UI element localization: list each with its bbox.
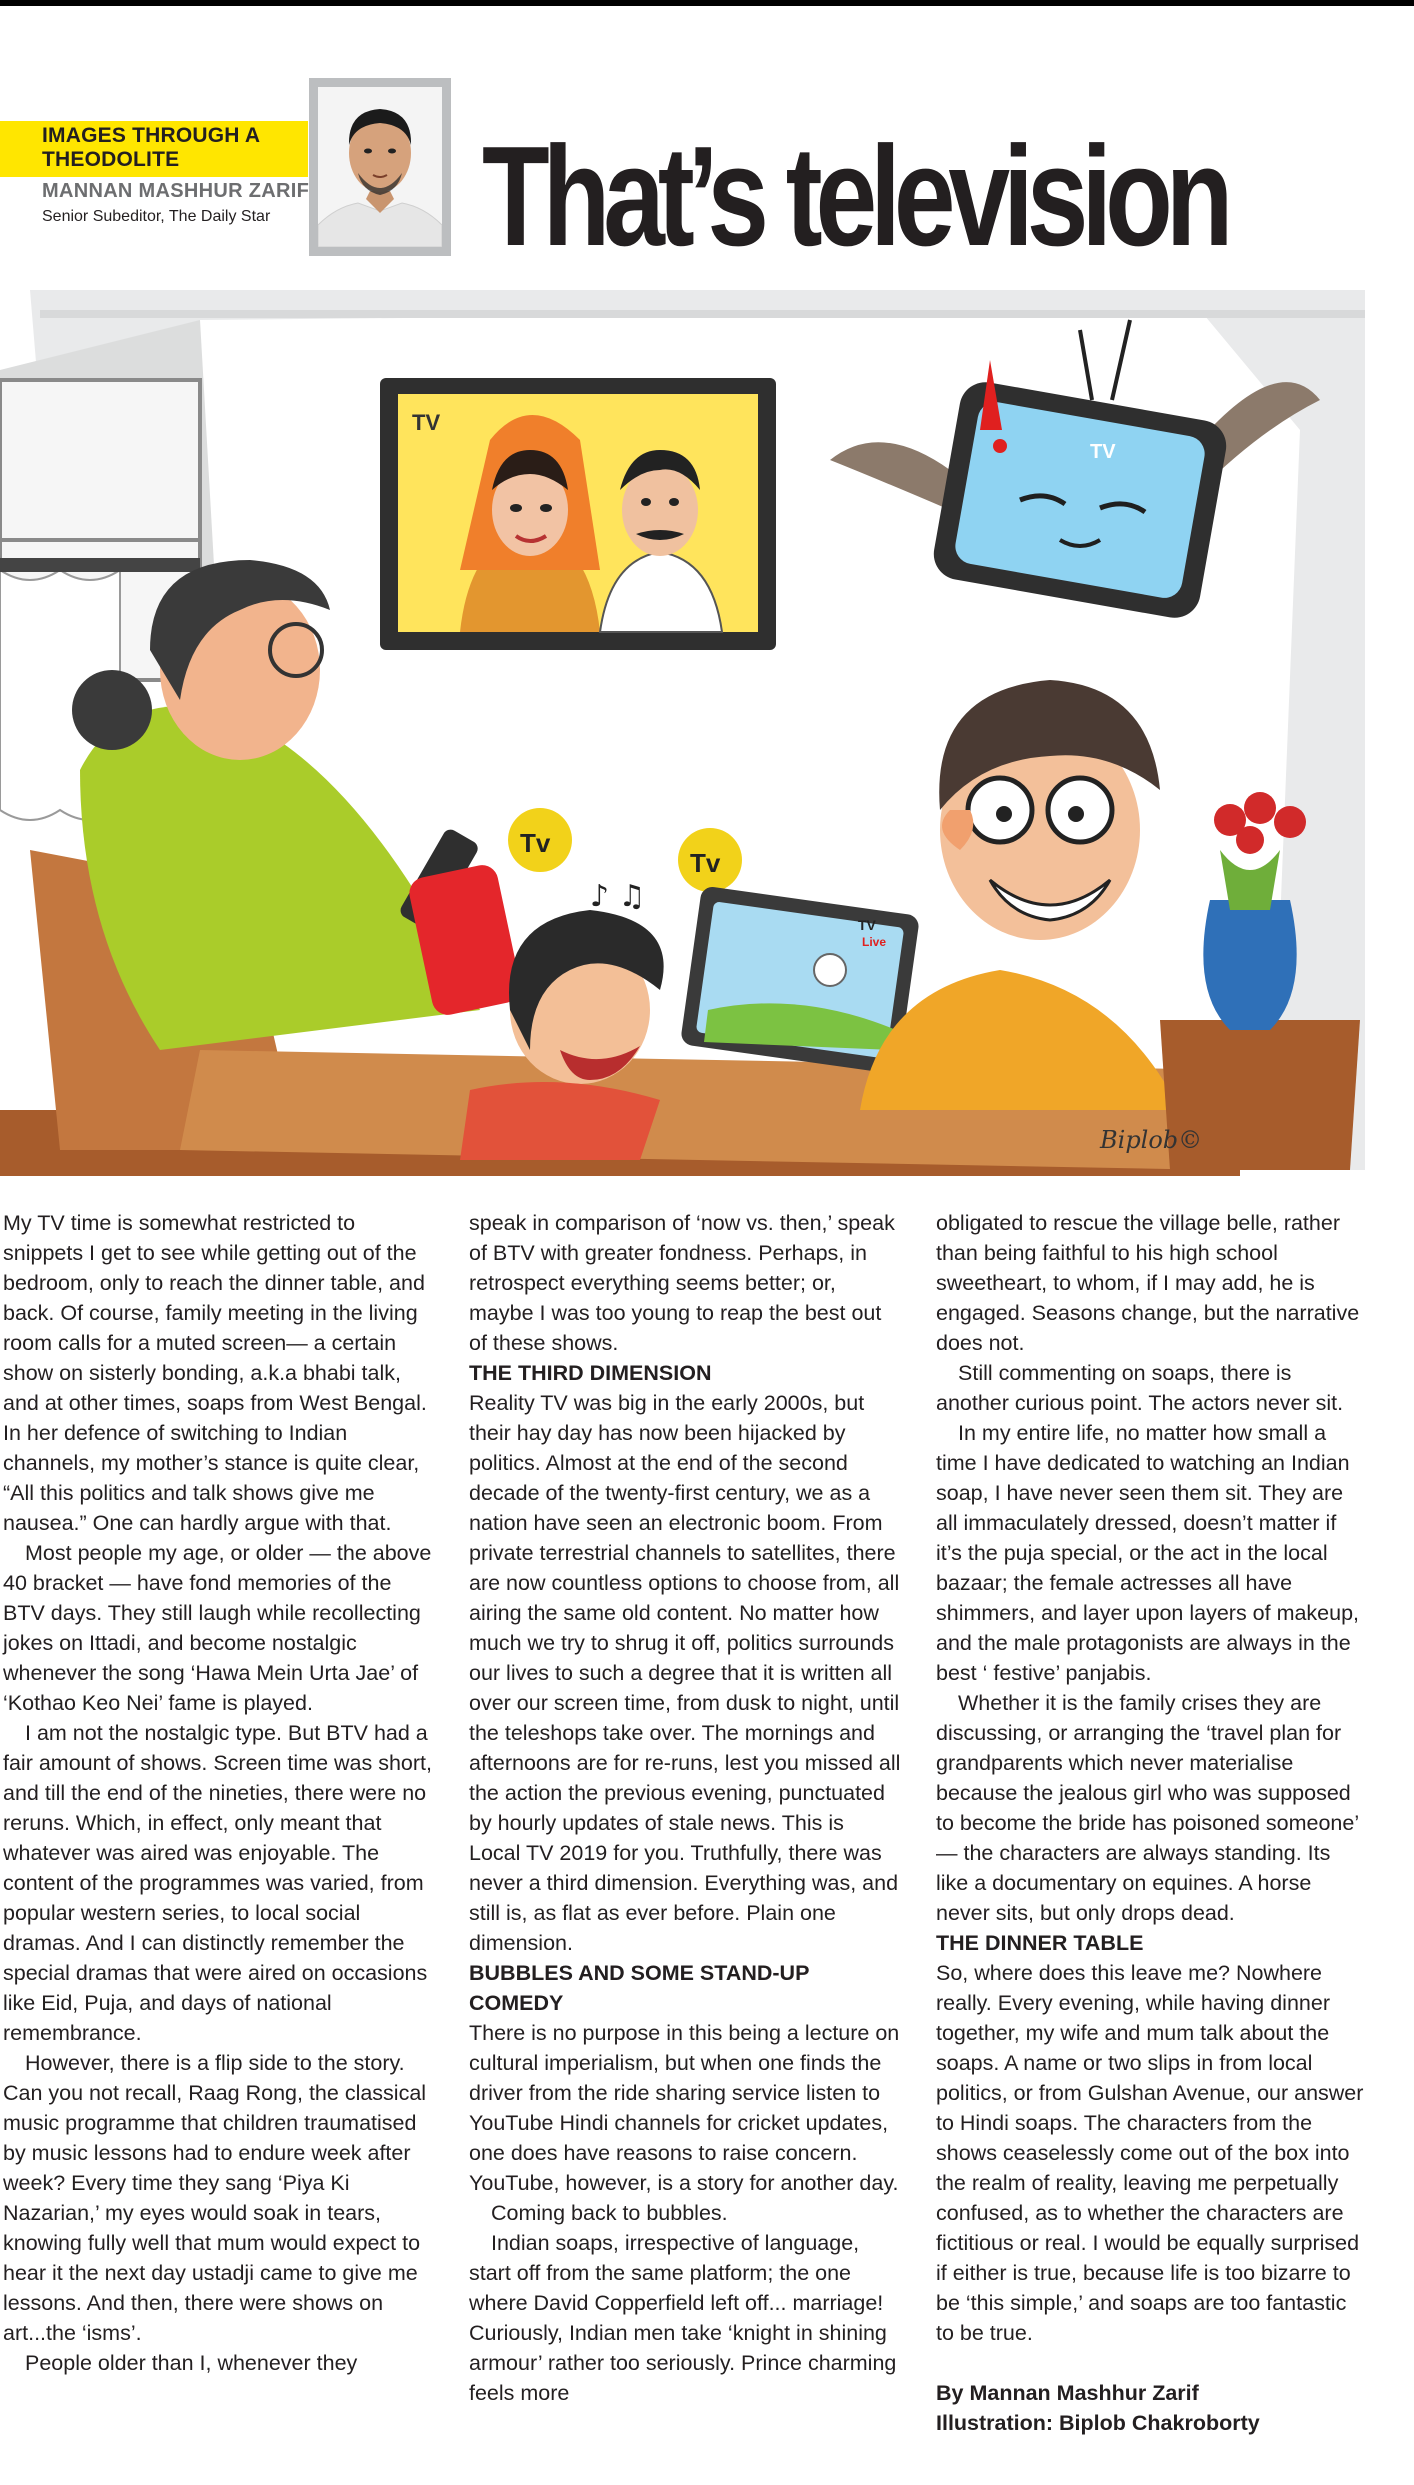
- author-name: MANNAN MASHHUR ZARIF: [42, 180, 310, 202]
- tablet-tv-label: TV: [858, 917, 876, 933]
- paragraph: Still commenting on soaps, there is another curious point. The actors never sit.: [936, 1361, 1344, 1415]
- article-column-1: [3, 1208, 435, 2378]
- cartoon-illustration: [0, 290, 1414, 1176]
- paragraph: In my entire life, no matter how small a time I have dedicated to watching an Indian soap, I have never seen them sit. They are all immaculately dressed, doesn’t matter if it’s the puja special, or the act in the local bazaar; the female actresses all have shimmers, and layer upon layers of makeup, and the male protagonists are always in the best ‘ festive’ panjabis.: [936, 1421, 1360, 1685]
- paragraph: People older than I, whenever they: [25, 2351, 358, 2375]
- paragraph: I am not the nostalgic type. But BTV had a fair amount of shows. Screen time was short, and till the end of the nineties, there were no reruns. Which, in effect, only meant that whatever was aired was enjoyable. The content of the programmes was varied, from popular western series, to local social dramas. And I can distinctly remember the special dramas that were aired on occasions like Eid, Puja, and days of national remembrance.: [3, 1721, 432, 2045]
- paragraph: However, there is a flip side to the story. Can you not recall, Raag Rong, the classical music programme that children traumatised by music lessons had to endure week after week? Every time they sang ‘Piya Ki Nazarian,’ my eyes would soak in tears, knowing fully well that mum would expect to hear it the next day ustadji came to give me lessons. And then, there were shows on art...the ‘isms’.: [3, 2051, 427, 2345]
- paragraph: Reality TV was big in the early 2000s, but their hay day has now been hijacked by politics. Almost at the end of the second decade of the twenty-first century, we as a nation have seen an electronic boom. From private terrestrial channels to satellites, there are now countless options to choose from, all airing the same old content. No matter how much we try to shrug it off, politics surrounds our lives to such a degree that it is written all over our screen time, from dusk to night, until the teleshops take over. The mornings and afternoons are for re-runs, lest you missed all the action the previous evening, punctuated by hourly updates of stale news. This is Local TV 2019 for you. Truthfully, there was never a third dimension. Everything was, and still is, as flat as ever before. Plain one dimension.: [469, 1391, 901, 1955]
- section-heading: THE DINNER TABLE: [936, 1931, 1144, 1955]
- byline-author: By Mannan Mashhur Zarif: [936, 2381, 1199, 2405]
- author-photo: [318, 87, 442, 247]
- paragraph: Coming back to bubbles.: [491, 2201, 728, 2225]
- svg-text:♪ ♫: ♪ ♫: [590, 879, 646, 914]
- paragraph: speak in comparison of ‘now vs. then,’ speak of BTV with greater fondness. Perhaps, in retrospect everything seems better; or, maybe I was too young to reap the best out of these shows.: [469, 1211, 895, 1355]
- paragraph: obligated to rescue the village belle, rather than being faithful to his high school sweetheart, to whom, if I may add, he is engaged. Seasons change, but the narrative does not.: [936, 1211, 1360, 1355]
- article-column-3: [936, 1208, 1368, 2438]
- paragraph: Indian soaps, irrespective of language, start off from the same platform; the one where David Copperfield left off... marriage! Curiously, Indian men take ‘knight in shining armour’ rather too seriously. Prince charming feels more: [469, 2231, 897, 2405]
- robot-tv-label: TV: [1090, 441, 1116, 463]
- section-heading: BUBBLES AND SOME STAND-UP COMEDY: [469, 1961, 810, 2015]
- wall-tv-logo: TV: [412, 410, 441, 435]
- section-heading: THE THIRD DIMENSION: [469, 1361, 712, 1385]
- column-kicker: IMAGES THROUGH A THEODOLITE: [42, 124, 260, 171]
- bubble-left-label: Tv: [520, 828, 551, 858]
- bubble-right-label: Tv: [690, 848, 721, 878]
- paragraph: My TV time is somewhat restricted to snippets I get to see while getting out of the bedroom, only to reach the dinner table, and back. Of course, family meeting in the living room calls for a muted screen— a certain show on sisterly bonding, a.k.a bhabi talk, and at other times, soaps from West Bengal. In her defence of switching to Indian channels, my mother’s stance is quite clear, “All this politics and talk shows give me nausea.” One can hardly argue with that.: [3, 1211, 427, 1535]
- author-portrait-icon: [318, 87, 442, 247]
- living-room-cartoon-icon: [0, 290, 1414, 1176]
- article-column-2: [469, 1208, 901, 2408]
- headline: That’s television: [482, 117, 1227, 276]
- tablet-live-label: Live: [862, 935, 887, 949]
- illustrator-signature: Biplob©: [1100, 1126, 1203, 1154]
- paragraph: So, where does this leave me? Nowhere really. Every evening, while having dinner together, my wife and mum talk about the soaps. A name or two slips in from local politics, or from Gulshan Avenue, our answer to Hindi soaps. The characters from the shows ceaselessly come out of the box into the realm of reality, leaving me perpetually confused, as to whether the characters are fictitious or real. I would be equally surprised if either is true, because life is too bizarre to be ‘this simple,’ and soaps are too fantastic to be true.: [936, 1961, 1364, 2345]
- byline-illustrator: Illustration: Biplob Chakroborty: [936, 2411, 1260, 2435]
- paragraph: There is no purpose in this being a lecture on cultural imperialism, but when one finds the driver from the ride sharing service listen to YouTube Hindi channels for cricket updates, one does have reasons to raise concern. YouTube, however, is a story for another day.: [469, 2021, 900, 2195]
- top-border: [0, 0, 1414, 6]
- paragraph: Most people my age, or older — the above 40 bracket — have fond memories of the BTV days. They still laugh while recollecting jokes on Ittadi, and become nostalgic whenever the song ‘Hawa Mein Urta Jae’ of ‘Kothao Keo Nei’ fame is played.: [3, 1541, 432, 1715]
- paragraph: Whether it is the family crises they are discussing, or arranging the ‘travel plan for grandparents which never materialise because the jealous girl who was supposed to become the bride has poisoned someone’ — the characters are always standing. Its like a documentary on equines. A horse never sits, but only drops dead.: [936, 1691, 1359, 1925]
- author-role: Senior Subeditor, The Daily Star: [42, 208, 271, 225]
